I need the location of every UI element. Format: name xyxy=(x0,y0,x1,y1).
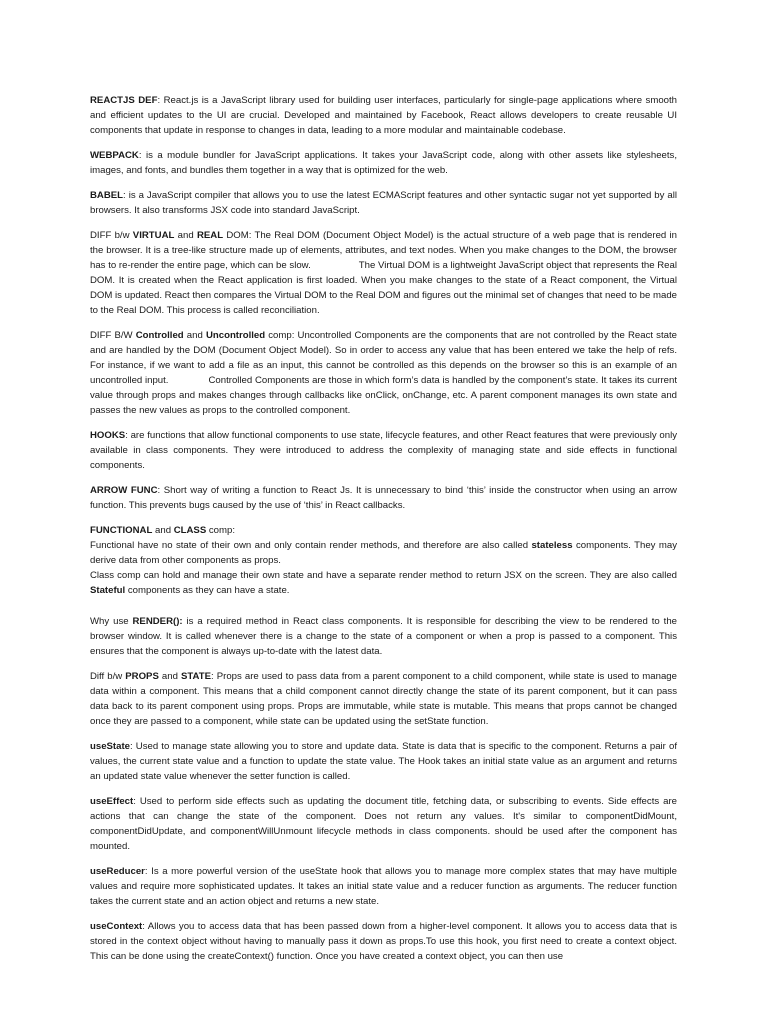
controlled-text-a: comp: Uncontrolled Components are the components that are not controlled by the React state and are handled by the DOM (Document Object Model). So in order to access any value that has been entered we take the help of refs. For instance, if we want to add a file as an input, this cannot be controlled as this depends on the browser so this is an example of an uncontrolled input. xyxy=(90,330,677,386)
render-text: is a required method in React class components. It is responsible for describing the view to be rendered to the browser window. It is called whenever there is a change to the state of a component or when a prop is passed to a component. This ensures that the component is always up-to-date with the latest data. xyxy=(90,616,677,657)
functional-term: FUNCTIONAL xyxy=(90,525,153,536)
props-state-definition xyxy=(90,669,677,729)
state-term: STATE xyxy=(180,671,212,682)
hooks-term: HOOKS xyxy=(90,430,126,441)
webpack-definition xyxy=(90,148,677,178)
arrow-text: : Short way of writing a function to React Js. It is unnecessary to bind ‘this’ inside the constructor when using an arrow function. This prevents bugs caused by the use of ‘this’ in React callbacks. xyxy=(90,485,677,511)
dom-text-a: DOM: The Real DOM (Document Object Model) is the actual structure of a web page that is rendered in the browser. It is a tree-like structure made up of elements, attributes, and text nodes. When you make changes to the DOM, the browser has to re-render the entire page, which can be slow. xyxy=(90,230,678,271)
props-and: and xyxy=(158,671,181,682)
usereducer-definition xyxy=(90,864,677,909)
controlled-prefix: DIFF B/W xyxy=(90,330,136,341)
functional-and: and xyxy=(152,525,174,536)
reactjs-term: REACTJS DEF xyxy=(90,95,158,106)
usecontext-definition xyxy=(90,919,677,964)
webpack-text: : is a module bundler for JavaScript applications. It takes your JavaScript code, along with other assets like stylesheets, images, and fonts, and bundles them together in a way that is optimized for the web. xyxy=(90,150,677,176)
render-prefix: Why use xyxy=(90,616,133,627)
functional-line-text-b: components. They may derive data from other components as props. xyxy=(90,540,677,566)
babel-term: BABEL xyxy=(90,190,124,201)
dom-text-b: The Virtual DOM is a lightweight JavaScript object that represents the Real DOM. It is created when the React application is first loaded. When you make changes to the state of a React component, the Virtual DOM is updated. React then compares the Virtual DOM to the Real DOM and figures out the minimal set of changes that need to be made to the Real DOM. This process is called reconciliation. xyxy=(90,260,677,316)
props-text: : Props are used to pass data from a parent component to a child component, while state is used to manage data within a component. This means that a child component cannot directly change the state of its parent component, but it can pass data back to its parent component using props. Props are immutable, while state is mutable. This means that props cannot be changed once they are passed to a component, while state can be updated using the setState function. xyxy=(90,671,677,727)
virtual-term: VIRTUAL xyxy=(132,230,175,241)
functional-class-definition xyxy=(90,523,677,598)
controlled-and: and xyxy=(183,330,206,341)
usestate-text: : Used to manage state allowing you to store and update data. State is data that is specific to the component. Returns a pair of values, the current state value and a function to update the state value. The Hook takes an initial state value as an argument and returns an updated state value whenever the setter function is called. xyxy=(90,741,677,782)
usecontext-term: useContext xyxy=(90,921,143,932)
class-line-text-a: Class comp can hold and manage their own state and have a separate render method to return JSX on the screen. They are also called xyxy=(90,570,677,581)
stateful-term: Stateful xyxy=(90,585,126,596)
class-line xyxy=(90,568,677,598)
useeffect-term: useEffect xyxy=(90,796,134,807)
usereducer-term: useReducer xyxy=(90,866,145,877)
usestate-term: useState xyxy=(90,741,130,752)
render-term: RENDER(): xyxy=(132,616,183,627)
document-page xyxy=(90,93,677,974)
reactjs-text: : React.js is a JavaScript library used for building user interfaces, particularly for single-page applications where smooth and efficient updates to the UI are crucial. Developed and maintained by Facebook, React allows developers to create reusable UI components that update in response to changes in data, leading to a more modular and maintainable codebase. xyxy=(90,95,677,136)
arrow-func-definition xyxy=(90,483,677,513)
dom-and: and xyxy=(174,230,197,241)
usereducer-text: : Is a more powerful version of the useState hook that allows you to manage more complex states that may have multiple values and require more sophisticated updates. It takes an initial state value and a reducer function as arguments. The reducer function takes the current state and an action object and returns a new state. xyxy=(90,866,677,907)
uncontrolled-term: Uncontrolled xyxy=(205,330,266,341)
stateless-term: stateless xyxy=(531,540,573,551)
real-term: REAL xyxy=(196,230,224,241)
functional-class-heading xyxy=(90,523,677,538)
functional-line-text-a: Functional have no state of their own and only contain render methods, and therefore are also called xyxy=(90,540,532,551)
usecontext-text: : Allows you to access data that has been passed down from a higher-level component. It allows you to access data that is stored in the context object without having to manually pass it down as props.To use this hook, you first need to create a context object. This can be done using the createContext() function. Once you have created a context object, you can then use xyxy=(90,921,677,962)
hooks-text: : are functions that allow functional components to use state, lifecycle features, and other React features that were previously only available in class components. They were introduced to address the complexity of managing state and side effects in functional components. xyxy=(90,430,677,471)
render-definition xyxy=(90,614,677,659)
controlled-text-b: Controlled Components are those in which form’s data is handled by the component’s state. It takes its current value through props and makes changes through callbacks like onClick, onChange, etc. A parent component manages its own state and passes the new values as props to the controlled component. xyxy=(90,375,678,416)
babel-definition xyxy=(90,188,677,218)
controlled-term: Controlled xyxy=(135,330,184,341)
props-term: PROPS xyxy=(125,671,159,682)
functional-line xyxy=(90,538,677,568)
usestate-definition xyxy=(90,739,677,784)
controlled-uncontrolled-definition xyxy=(90,328,677,418)
webpack-term: WEBPACK xyxy=(90,150,139,161)
arrow-term: ARROW FUNC xyxy=(90,485,158,496)
useeffect-text: : Used to perform side effects such as updating the document title, fetching data, or subscribing to events. Side effects are actions that can change the state of the component. Does not return any values. It's similar to componentDidMount, componentDidUpdate, and componentWillUnmount lifecycle methods in class components. should be used after the component has mounted. xyxy=(90,796,677,852)
class-line-text-b: components as they can have a state. xyxy=(125,585,290,596)
useeffect-definition xyxy=(90,794,677,854)
class-term: CLASS xyxy=(173,525,207,536)
babel-text: : is a JavaScript compiler that allows you to use the latest ECMAScript features and other syntactic sugar not yet supported by all browsers. It also transforms JSX code into standard JavaScript. xyxy=(90,190,677,216)
dom-prefix: DIFF b/w xyxy=(90,230,133,241)
props-prefix: Diff b/w xyxy=(90,671,126,682)
functional-suffix: comp: xyxy=(206,525,236,536)
reactjs-definition xyxy=(90,93,677,138)
hooks-definition xyxy=(90,428,677,473)
virtual-real-dom-definition xyxy=(90,228,677,318)
